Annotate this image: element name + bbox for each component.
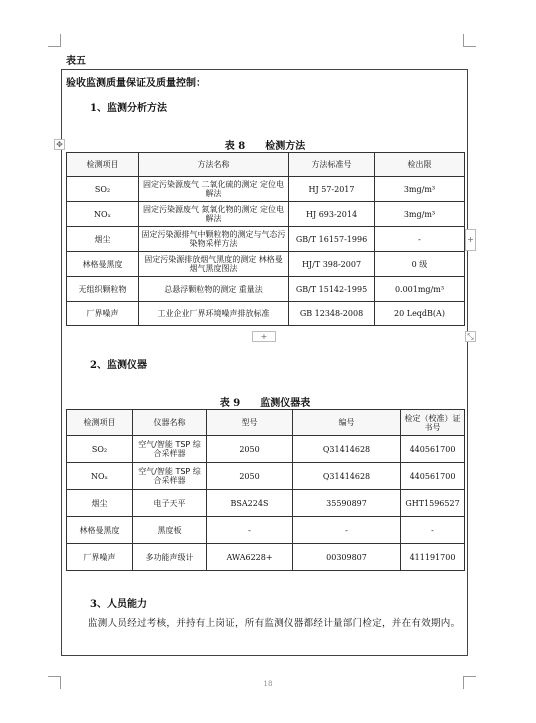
- table-cell[interactable]: 00309807: [293, 544, 401, 571]
- table-cell[interactable]: NOₓ: [67, 463, 133, 490]
- table-cell[interactable]: 3mg/m³: [375, 202, 465, 227]
- table-cell[interactable]: HJ 693-2014: [289, 202, 375, 227]
- table-row: [67, 517, 465, 544]
- table-header-row: [67, 153, 465, 177]
- table-cell[interactable]: 2050: [207, 436, 293, 463]
- table-cell[interactable]: SO₂: [67, 436, 133, 463]
- table-cell[interactable]: HJ 57-2017: [289, 177, 375, 202]
- table-cell[interactable]: 空气/智能 TSP 综合采样器: [133, 463, 207, 490]
- table-label: 表五: [66, 56, 86, 67]
- add-column-button[interactable]: +: [465, 229, 476, 251]
- table-cell[interactable]: 0.001mg/m³: [375, 277, 465, 302]
- table9-caption: 表 9 监测仪器表: [219, 398, 311, 409]
- table-cell[interactable]: 无组织颗粒物: [67, 277, 139, 302]
- table-cell[interactable]: 2050: [207, 463, 293, 490]
- table-cell[interactable]: 固定污染源排气中颗粒物的测定与气态污染物采样方法: [139, 227, 289, 252]
- personnel-paragraph[interactable]: 监测人员经过考核，并持有上岗证，所有监测仪器都经计量部门检定，并在有效期内。: [88, 618, 461, 629]
- table-cell[interactable]: 3mg/m³: [375, 177, 465, 202]
- table-row: [67, 277, 465, 302]
- table-cell[interactable]: 440561700: [401, 436, 465, 463]
- table-cell[interactable]: 20 LeqdB(A): [375, 302, 465, 326]
- table-cell[interactable]: Q31414628: [293, 436, 401, 463]
- table-cell[interactable]: -: [375, 227, 465, 252]
- table-cell[interactable]: 烟尘: [67, 490, 133, 517]
- section-heading-personnel-competence: 3、人员能力: [90, 599, 147, 610]
- header-cell[interactable]: 编号: [293, 410, 401, 436]
- table-cell[interactable]: GHT1596527: [401, 490, 465, 517]
- table-row: [67, 463, 465, 490]
- table-cell[interactable]: 空气/智能 TSP 综合采样器: [133, 436, 207, 463]
- page-number: 18: [263, 680, 273, 688]
- section-heading-monitoring-instruments: 2、监测仪器: [90, 360, 147, 371]
- table-row: [67, 490, 465, 517]
- header-cell[interactable]: 检测项目: [67, 410, 133, 436]
- table-cell[interactable]: SO₂: [67, 177, 139, 202]
- header-cell[interactable]: 检定（校准）证书号: [401, 410, 465, 436]
- table-cell[interactable]: -: [293, 517, 401, 544]
- crop-mark-top-right: [463, 34, 476, 47]
- table-row: [67, 302, 465, 326]
- section-heading-analysis-methods: 1、监测分析方法: [90, 103, 167, 114]
- table-cell[interactable]: 多功能声级计: [133, 544, 207, 571]
- table8-caption: 表 8 检测方法: [224, 141, 306, 152]
- header-cell[interactable]: 检出限: [375, 153, 465, 177]
- header-cell[interactable]: 型号: [207, 410, 293, 436]
- table-cell[interactable]: GB/T 16157-1996: [289, 227, 375, 252]
- table-cell[interactable]: AWA6228+: [207, 544, 293, 571]
- header-cell[interactable]: 检测项目: [67, 153, 139, 177]
- table-cell[interactable]: 黑度板: [133, 517, 207, 544]
- table-row: [67, 177, 465, 202]
- table-cell[interactable]: 固定污染源排放烟气黑度的测定 林格曼烟气黑度图法: [139, 252, 289, 277]
- table-row: [67, 227, 465, 252]
- table-cell[interactable]: 电子天平: [133, 490, 207, 517]
- table-cell[interactable]: 固定污染源废气 氮氧化物的测定 定位电解法: [139, 202, 289, 227]
- table-cell[interactable]: 烟尘: [67, 227, 139, 252]
- table-move-handle-icon[interactable]: ✥: [54, 139, 65, 150]
- table-header-row: [67, 410, 465, 436]
- table-cell[interactable]: 总悬浮颗粒物的测定 重量法: [139, 277, 289, 302]
- table-cell[interactable]: 林格曼黑度: [67, 517, 133, 544]
- table-cell[interactable]: 固定污染源废气 二氧化硫的测定 定位电解法: [139, 177, 289, 202]
- table-detection-methods[interactable]: [66, 152, 465, 326]
- add-row-button[interactable]: +: [252, 331, 276, 342]
- table-cell[interactable]: -: [401, 517, 465, 544]
- table-cell[interactable]: -: [207, 517, 293, 544]
- table-cell[interactable]: 厂界噪声: [67, 544, 133, 571]
- table-monitoring-instruments[interactable]: [66, 409, 465, 571]
- header-cell[interactable]: 方法名称: [139, 153, 289, 177]
- table-row: [67, 544, 465, 571]
- table-cell[interactable]: 35590897: [293, 490, 401, 517]
- table-cell[interactable]: GB/T 15142-1995: [289, 277, 375, 302]
- table-cell[interactable]: 林格曼黑度: [67, 252, 139, 277]
- header-cell[interactable]: 方法标准号: [289, 153, 375, 177]
- table-cell[interactable]: 440561700: [401, 463, 465, 490]
- table-row: [67, 252, 465, 277]
- table-cell[interactable]: NOₓ: [67, 202, 139, 227]
- table-cell[interactable]: 工业企业厂界环境噪声排放标准: [139, 302, 289, 326]
- table-cell[interactable]: HJ/T 398-2007: [289, 252, 375, 277]
- table-resize-handle-icon[interactable]: ⤡: [465, 331, 476, 342]
- table-cell[interactable]: 411191700: [401, 544, 465, 571]
- crop-mark-top-left: [48, 34, 61, 47]
- table-cell[interactable]: Q31414628: [293, 463, 401, 490]
- table-cell[interactable]: 0 级: [375, 252, 465, 277]
- table-cell[interactable]: 厂界噪声: [67, 302, 139, 326]
- table-cell[interactable]: GB 12348-2008: [289, 302, 375, 326]
- table-row: [67, 436, 465, 463]
- frame-title: 验收监测质量保证及质量控制：: [66, 78, 206, 89]
- header-cell[interactable]: 仪器名称: [133, 410, 207, 436]
- table-row: [67, 202, 465, 227]
- table-cell[interactable]: BSA224S: [207, 490, 293, 517]
